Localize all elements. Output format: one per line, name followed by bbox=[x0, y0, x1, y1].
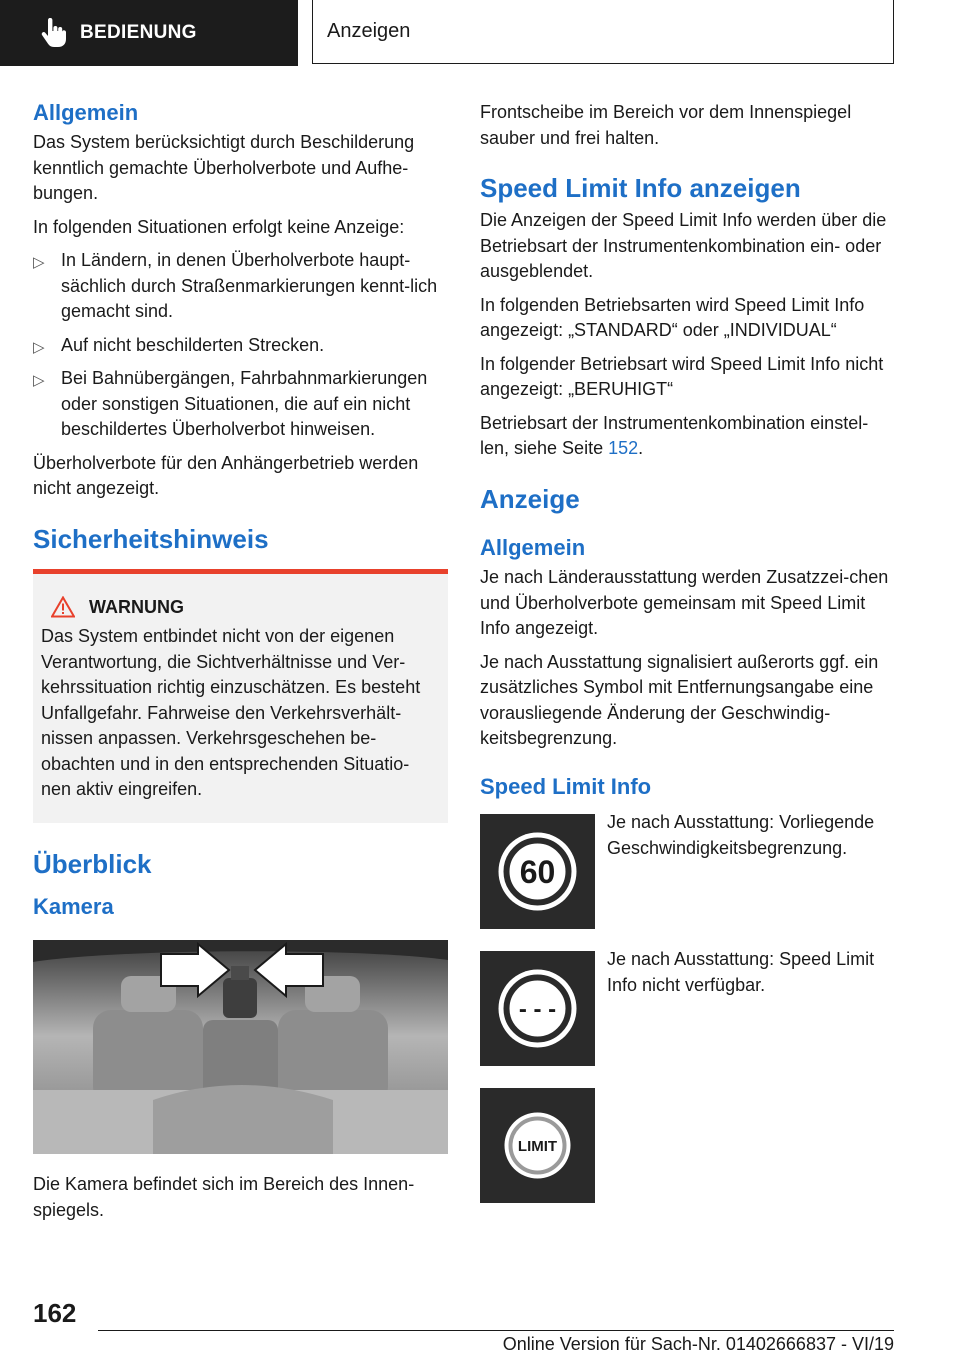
speed-limit-sign-image bbox=[480, 814, 595, 929]
heading-kamera: Kamera bbox=[33, 893, 114, 919]
heading-speed-limit-info-anzeigen: Speed Limit Info anzeigen bbox=[480, 173, 801, 203]
paragraph: Überholverbote für den Anhängerbetrieb werden nicht angezeigt. bbox=[33, 452, 419, 499]
paragraph: In folgenden Betriebsarten wird Speed Limit Info angezeigt: „STANDARD“ oder „INDIVIDUAL“ bbox=[480, 294, 865, 341]
camera-caption: Die Kamera befindet sich im Bereich des Innen-spiegels. bbox=[33, 1174, 415, 1220]
camera-location-image bbox=[33, 940, 448, 1154]
paragraph: In folgender Betriebsart wird Speed Limit Info nicht angezeigt: „BERUHIGT“ bbox=[480, 353, 884, 400]
sign-row bbox=[480, 814, 896, 929]
warning-triangle-icon bbox=[51, 596, 75, 618]
hand-pointer-icon bbox=[40, 18, 66, 48]
paragraph: Das System berücksichtigt durch Beschilderung kenntlich gemachte Überholverbote und Aufhe-bungen. bbox=[33, 132, 415, 204]
paragraph: Je nach Länderausstattung werden Zusatzzei-chen und Überholverbote gemeinsam mit Speed Limit Info angezeigt. bbox=[480, 567, 889, 639]
paragraph: Je nach Ausstattung signalisiert außerorts ggf. ein zusätzliches Symbol mit Entfernungsangabe eine vorausliegende Änderung der Geschwindig-keitsbegrenzung. bbox=[480, 651, 879, 749]
list-item: ▷ Bei Bahnübergängen, Fahrbahnmarkierungen oder sonstigen Situationen, die auf ein nicht beschildertes Überholverbot hinweisen. bbox=[33, 368, 428, 440]
header-section-tab bbox=[0, 0, 298, 66]
list-item: ▷ In Ländern, in denen Überholverbote haupt-sächlich durch Straßenmarkierungen kennt-lich gemacht sind. bbox=[33, 250, 438, 322]
sign-label: 60 bbox=[519, 854, 556, 891]
speed-limit-unavailable-image bbox=[480, 951, 595, 1066]
triangle-bullet-icon: ▷ bbox=[33, 372, 45, 390]
header-chapter-tab bbox=[312, 0, 894, 64]
sign-label: - - - bbox=[518, 996, 557, 1024]
right-column bbox=[480, 100, 896, 1225]
paragraph: In folgenden Situationen erfolgt keine Anzeige: bbox=[33, 216, 405, 237]
heading-allgemein: Allgemein bbox=[33, 100, 139, 125]
sign-row bbox=[480, 951, 896, 1066]
heading-anzeige: Anzeige bbox=[480, 483, 580, 514]
warning-title: WARNUNG bbox=[41, 596, 438, 618]
bullet-list bbox=[33, 248, 448, 443]
paragraph: Frontscheibe im Bereich vor dem Innenspiegel sauber und frei halten. bbox=[480, 102, 852, 148]
heading-ueberblick: Überblick bbox=[33, 848, 152, 879]
heading-sicherheitshinweis: Sicherheitshinweis bbox=[33, 523, 269, 554]
chapter-label: Anzeigen bbox=[327, 20, 411, 42]
page-link[interactable]: 152 bbox=[608, 438, 639, 459]
heading-speed-limit-info: Speed Limit Info bbox=[480, 773, 652, 799]
limit-sign-image bbox=[480, 1088, 595, 1203]
paragraph: Die Anzeigen der Speed Limit Info werden über die Betriebsart der Instrumentenkombination ein- oder ausgeblendet. bbox=[480, 210, 887, 282]
sign-description: Je nach Ausstattung: Speed Limit Info nicht verfügbar. bbox=[607, 949, 875, 995]
warning-text: Das System entbindet nicht von der eigenen Verantwortung, die Sichtverhältnisse und Ver-kehrssituation richtig einzuschätzen. Es besteht Unfallgefahr. Fahrweise den Verkehrsverhält-nissen anpassen. Verkehrsgeschehen be-obachten und in den entsprechenden Situatio-nen aktiv eingreifen. bbox=[41, 626, 421, 800]
heading-allgemein-right: Allgemein bbox=[480, 534, 586, 560]
warning-box bbox=[33, 569, 448, 823]
section-label: BEDIENUNG bbox=[80, 22, 197, 43]
sign-description: Je nach Ausstattung: Vorliegende Geschwindigkeitsbegrenzung. bbox=[607, 812, 875, 858]
left-column bbox=[33, 100, 448, 1231]
sign-label: LIMIT bbox=[517, 1138, 558, 1156]
sign-row bbox=[480, 1088, 896, 1203]
footer-version: Online Version für Sach-Nr. 01402666837 - VI/19 bbox=[502, 1334, 894, 1354]
triangle-bullet-icon: ▷ bbox=[33, 254, 45, 272]
triangle-bullet-icon: ▷ bbox=[33, 338, 45, 356]
paragraph: Betriebsart der Instrumentenkombination einstel-len, siehe Seite 152. bbox=[480, 412, 869, 459]
page-number: 162 bbox=[33, 1298, 77, 1328]
footer-divider bbox=[98, 1330, 894, 1331]
list-item: ▷ Auf nicht beschilderten Strecken. bbox=[33, 333, 448, 359]
